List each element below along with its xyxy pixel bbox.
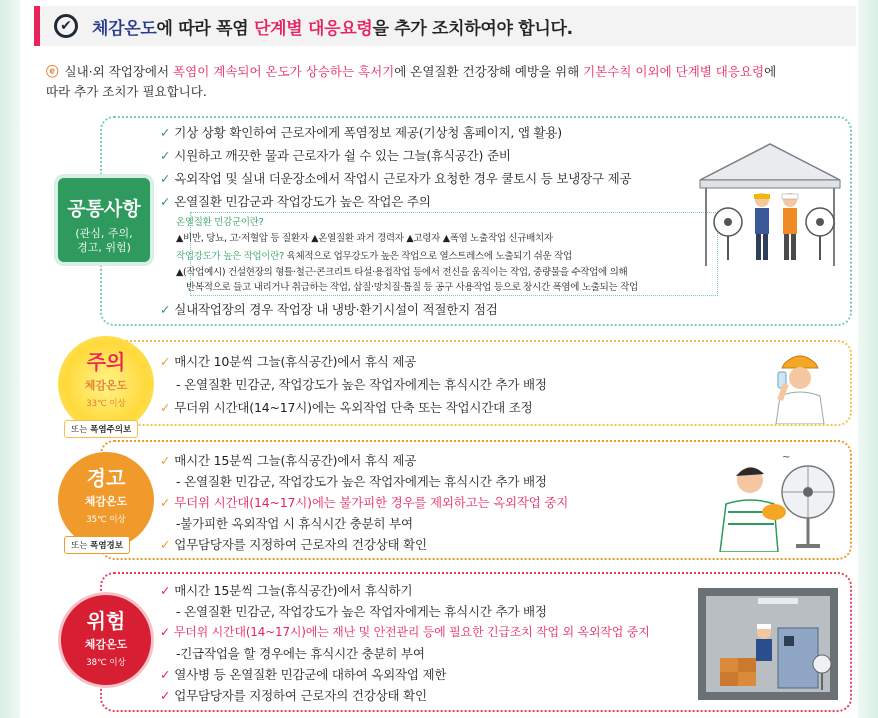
intro-d: 기본수칙 이외에 단계별 대응요령: [583, 64, 765, 79]
check-icon: ✓: [160, 354, 171, 369]
title-part-3: 단계별 대응요령: [253, 18, 373, 39]
caution-line-3: ✓ 무더위 시간대(14~17시)에는 옥외작업 단축 또는 작업시간대 조정: [160, 400, 533, 415]
sensitive-a3: ▲(작업예시) 건설현장의 형틀·철근·콘크리트 타설·용접작업 등에서 전신을 움직이는 작업, 중량물을 수작업에 의해: [176, 267, 628, 278]
intro-f: 따라 추가 조치가 필요합니다.: [46, 84, 207, 99]
intro-paragraph: [46, 62, 846, 102]
danger-line-2: - 온열질환 민감군, 작업강도가 높은 작업자에게는 휴식시간 추가 배정: [176, 604, 547, 619]
caution-advisory-tag: 또는 폭염주의보: [64, 420, 138, 438]
page-title: [92, 14, 573, 39]
warning-line-3: ✓ 무더위 시간대(14~17시)에는 불가피한 경우를 제외하고는 옥외작업 중지: [160, 495, 569, 510]
danger-line-3: ✓ 무더위 시간대(14~17시)에는 재난 및 안전관리 등에 필요한 긴급조치 작업 외 옥외작업 중지: [160, 625, 650, 639]
danger-line-1: ✓ 매시간 15분씩 그늘(휴식공간)에서 휴식하기: [160, 583, 413, 598]
warning-line-5: ✓ 업무담당자를 지정하여 근로자의 건강상태 확인: [160, 537, 427, 552]
sensitive-a1: ▲비만, 당뇨, 고·저혈압 등 질환자 ▲온열질환 과거 경력자 ▲고령자 ▲폭염 노출작업 신규배치자: [176, 233, 553, 244]
common-badge-title: 공통사항: [67, 198, 141, 220]
common-item-2: ✓ 시원하고 깨끗한 물과 근로자가 쉴 수 있는 그늘(휴식공간) 준비: [160, 148, 511, 163]
worker-with-fan-illustration: [708, 446, 838, 552]
check-icon: ✓: [160, 400, 171, 415]
common-item-4: ✓ 온열질환 민감군과 작업강도가 높은 작업은 주의: [160, 194, 431, 209]
danger-line-6: ✓ 업무담당자를 지정하여 근로자의 건강상태 확인: [160, 688, 427, 703]
check-circle-icon: ✔: [54, 14, 78, 38]
check-icon: ✓: [160, 537, 171, 552]
shade-tent-illustration: [692, 140, 848, 270]
sensitive-a4: 반복적으로 들고 내리거나 취급하는 작업, 삽질·망치질·톱질 등 공구 사용작업 등으로 장시간 폭염에 노출되는 작업: [186, 282, 638, 293]
warning-line-4: -불가피한 옥외작업 시 휴식시간 충분히 부여: [176, 516, 413, 531]
danger-temp: 38℃ 이상: [86, 658, 126, 668]
common-badge: [54, 174, 154, 266]
danger-line-5: ✓ 열사병 등 온열질환 민감군에 대하여 옥외작업 제한: [160, 667, 447, 682]
spiral-icon: ⓔ: [46, 64, 59, 79]
title-part-1: 체감온도: [92, 18, 157, 39]
warning-sub: 체감온도: [84, 495, 128, 508]
check-icon: ✓: [160, 302, 171, 317]
check-icon: ✓: [160, 583, 171, 598]
caution-temp: 33℃ 이상: [86, 399, 126, 409]
check-icon: ✓: [160, 625, 170, 639]
check-icon: ✓: [160, 688, 171, 703]
danger-badge: [58, 592, 154, 688]
caution-line-1: ✓ 매시간 10분씩 그늘(휴식공간)에서 휴식 제공: [160, 354, 417, 369]
common-badge-sub: (관심, 주의, 경고, 위험): [75, 227, 133, 254]
sensitive-q2-line: 작업강도가 높은 작업이란? 육체적으로 업무강도가 높은 작업으로 열스트레스에 노출되기 쉬운 작업: [176, 251, 572, 262]
header-bar: [34, 6, 856, 46]
caution-badge: [58, 336, 154, 432]
check-icon: ✓: [160, 171, 171, 186]
common-item-last: ✓ 실내작업장의 경우 작업장 내 냉방·환기시설이 적절한지 점검: [160, 302, 498, 317]
warning-name: 경고: [86, 466, 126, 490]
title-part-2: 에 따라 폭염: [156, 18, 254, 39]
warning-temp: 35℃ 이상: [86, 515, 126, 525]
danger-line-4: -긴급작업을 할 경우에는 휴식시간 충분히 부여: [176, 646, 425, 661]
warning-line-1: ✓ 매시간 15분씩 그늘(휴식공간)에서 휴식 제공: [160, 453, 417, 468]
check-icon: ✓: [160, 453, 171, 468]
caution-sub: 체감온도: [84, 379, 128, 392]
warning-advisory-tag: 또는 폭염경보: [64, 536, 130, 554]
intro-a: 실내·외 작업장에서: [64, 64, 174, 79]
danger-sub: 체감온도: [84, 638, 128, 651]
check-icon: ✓: [160, 194, 171, 209]
check-icon: ✓: [160, 667, 171, 682]
sensitive-q1: 온열질환 민감군이란?: [176, 217, 264, 228]
check-icon: ✓: [160, 148, 171, 163]
check-icon: ✓: [160, 125, 171, 140]
caution-line-2: - 온열질환 민감군, 작업강도가 높은 작업자에게는 휴식시간 추가 배정: [176, 377, 547, 392]
page: [20, 0, 858, 718]
caution-name: 주의: [86, 350, 126, 374]
intro-b: 폭염이 계속되어 온도가 상승하는 혹서기: [173, 64, 395, 79]
common-item-1: ✓ 기상 상황 확인하여 근로자에게 폭염정보 제공(기상청 홈페이지, 앱 활용): [160, 125, 562, 140]
check-icon: ✓: [160, 495, 171, 510]
drinking-worker-illustration: [756, 344, 836, 424]
danger-name: 위험: [86, 609, 126, 633]
intro-e: 에: [764, 64, 777, 79]
title-part-4: 을 추가 조치하여야 합니다.: [372, 18, 573, 39]
common-item-3: ✓ 옥외작업 및 실내 더운장소에서 작업시 근로자가 요청한 경우 쿨토시 등 보냉장구 제공: [160, 171, 632, 186]
warning-badge: [58, 452, 154, 548]
intro-c: 에 온열질환 건강장해 예방을 위해: [394, 64, 584, 79]
svg-text:~: ~: [782, 452, 791, 463]
indoor-factory-illustration: [698, 588, 838, 700]
warning-line-2: - 온열질환 민감군, 작업강도가 높은 작업자에게는 휴식시간 추가 배정: [176, 474, 547, 489]
